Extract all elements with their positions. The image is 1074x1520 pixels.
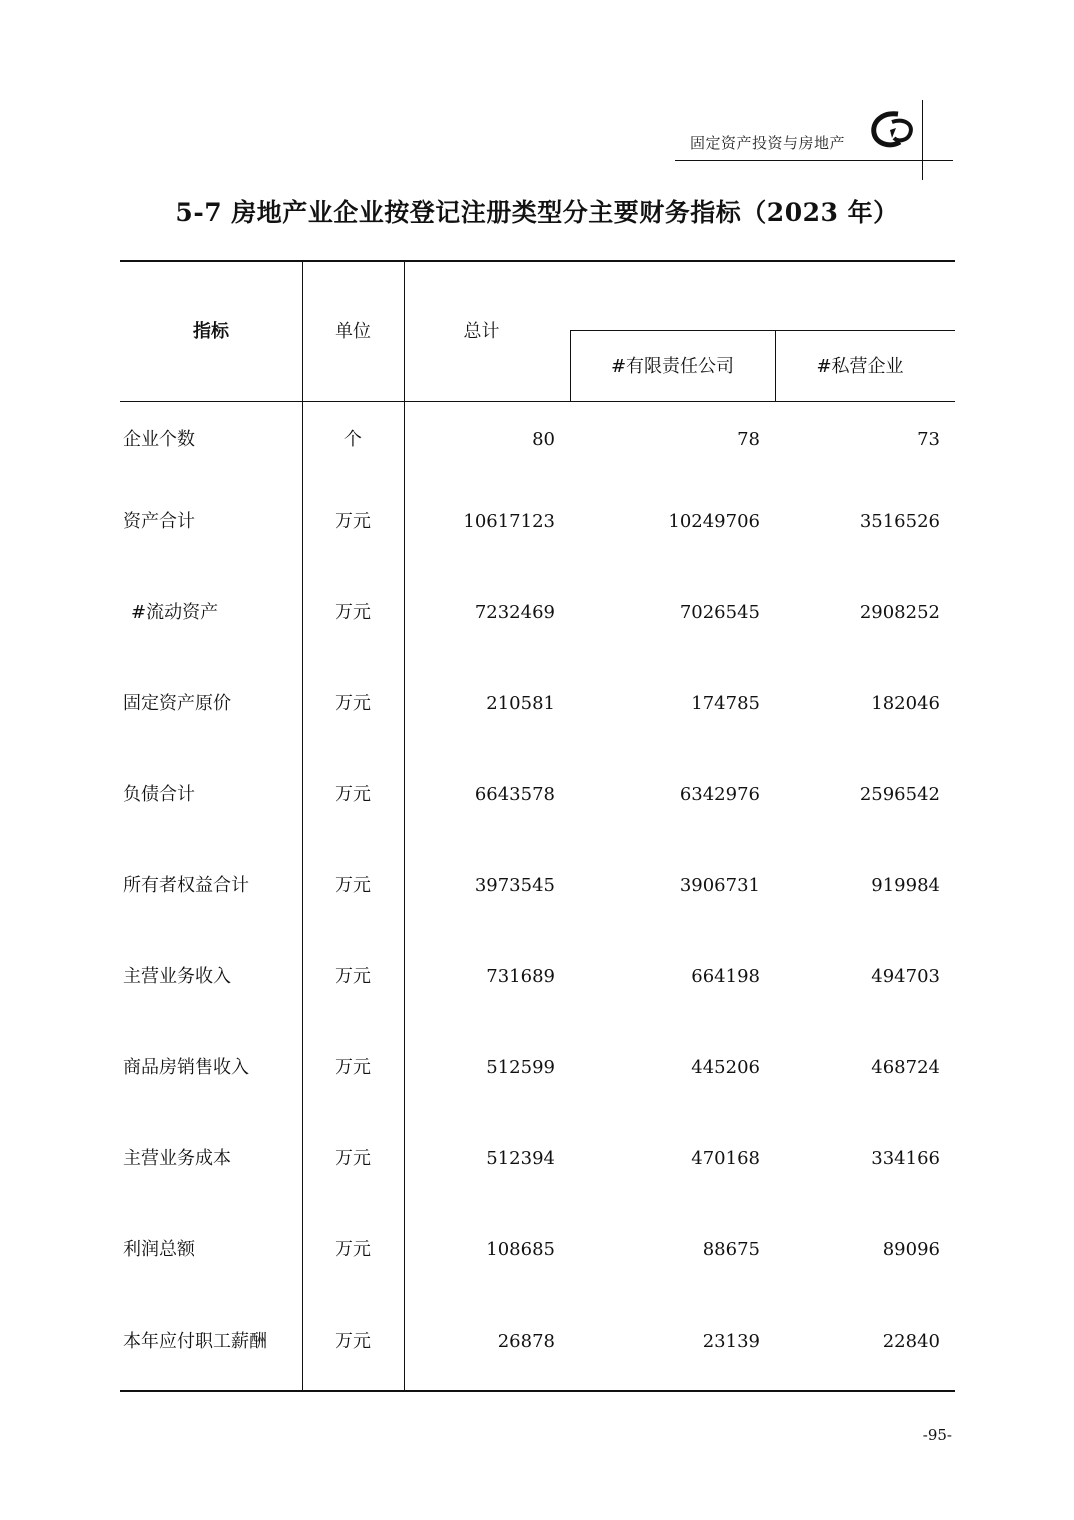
row-indicator: 资产合计 xyxy=(123,511,195,532)
row-llc: 6342976 xyxy=(679,784,760,805)
table-row xyxy=(0,692,1074,716)
page-number: -95- xyxy=(922,1426,952,1444)
table-top-rule xyxy=(120,260,955,262)
column-header-unit: 单位 xyxy=(335,321,371,342)
row-llc: 3906731 xyxy=(679,875,760,896)
row-private: 89096 xyxy=(882,1239,940,1260)
row-indicator: 主营业务收入 xyxy=(123,966,231,987)
row-total: 7232469 xyxy=(474,602,555,623)
row-total: 26878 xyxy=(497,1331,555,1352)
row-total: 210581 xyxy=(486,693,555,714)
row-private: 3516526 xyxy=(859,511,940,532)
row-private: 22840 xyxy=(882,1331,940,1352)
row-unit: 万元 xyxy=(335,784,371,805)
row-total: 731689 xyxy=(486,966,555,987)
row-indicator: 利润总额 xyxy=(123,1239,195,1260)
column-header-private: #私营企业 xyxy=(816,356,904,377)
row-llc: 23139 xyxy=(702,1331,760,1352)
row-private: 494703 xyxy=(871,966,940,987)
table-header-rule xyxy=(120,401,955,402)
row-llc: 174785 xyxy=(691,693,760,714)
row-total: 512599 xyxy=(486,1057,555,1078)
column-header-llc: #有限责任公司 xyxy=(610,356,735,377)
row-private: 468724 xyxy=(871,1057,940,1078)
row-total: 10617123 xyxy=(463,511,555,532)
column-header-indicator: 指标 xyxy=(193,321,229,342)
row-indicator: 商品房销售收入 xyxy=(123,1057,249,1078)
row-indicator: 主营业务成本 xyxy=(123,1148,231,1169)
row-unit: 万元 xyxy=(335,511,371,532)
table-row xyxy=(0,428,1074,452)
row-unit: 万元 xyxy=(335,1331,371,1352)
table-row xyxy=(0,874,1074,898)
column-header-total: 总计 xyxy=(463,321,500,342)
row-indicator: 负债合计 xyxy=(123,784,195,805)
row-indicator: 企业个数 xyxy=(123,429,195,450)
row-llc: 664198 xyxy=(691,966,760,987)
row-indicator: 固定资产原价 xyxy=(123,693,231,714)
header-vertical-rule xyxy=(922,100,923,180)
row-private: 334166 xyxy=(871,1148,940,1169)
table-bottom-rule xyxy=(120,1390,955,1392)
row-indicator: 本年应付职工薪酬 xyxy=(123,1331,267,1352)
row-llc: 88675 xyxy=(702,1239,760,1260)
row-unit: 万元 xyxy=(335,1239,371,1260)
row-total: 3973545 xyxy=(474,875,555,896)
row-total: 6643578 xyxy=(474,784,555,805)
row-unit: 万元 xyxy=(335,875,371,896)
row-llc: 445206 xyxy=(691,1057,760,1078)
row-private: 919984 xyxy=(871,875,940,896)
header-rule xyxy=(675,160,953,161)
row-private: 73 xyxy=(917,429,940,450)
row-llc: 10249706 xyxy=(668,511,760,532)
row-llc: 78 xyxy=(737,429,760,450)
table-subheader-rule xyxy=(570,330,955,331)
chapter-label: 固定资产投资与房地产 xyxy=(690,134,846,152)
row-total: 108685 xyxy=(486,1239,555,1260)
row-unit: 个 xyxy=(344,429,362,450)
table-row xyxy=(0,965,1074,989)
table-row xyxy=(0,783,1074,807)
row-unit: 万元 xyxy=(335,693,371,714)
row-indicator: 所有者权益合计 xyxy=(123,875,249,896)
table-row xyxy=(0,510,1074,534)
table-row xyxy=(0,1330,1074,1354)
row-total: 80 xyxy=(532,429,555,450)
row-unit: 万元 xyxy=(335,602,371,623)
row-llc: 7026545 xyxy=(679,602,760,623)
page-title: 5-7 房地产业企业按登记注册类型分主要财务指标（2023 年） xyxy=(175,198,899,227)
table-row xyxy=(0,1056,1074,1080)
row-private: 182046 xyxy=(871,693,940,714)
row-private: 2908252 xyxy=(859,602,940,623)
table-row xyxy=(0,601,1074,625)
statistics-logo-icon xyxy=(868,108,916,152)
row-indicator: #流动资产 xyxy=(131,602,219,623)
table-row xyxy=(0,1238,1074,1262)
row-unit: 万元 xyxy=(335,1148,371,1169)
row-private: 2596542 xyxy=(859,784,940,805)
row-unit: 万元 xyxy=(335,966,371,987)
table-row xyxy=(0,1147,1074,1171)
row-unit: 万元 xyxy=(335,1057,371,1078)
row-total: 512394 xyxy=(486,1148,555,1169)
row-llc: 470168 xyxy=(691,1148,760,1169)
